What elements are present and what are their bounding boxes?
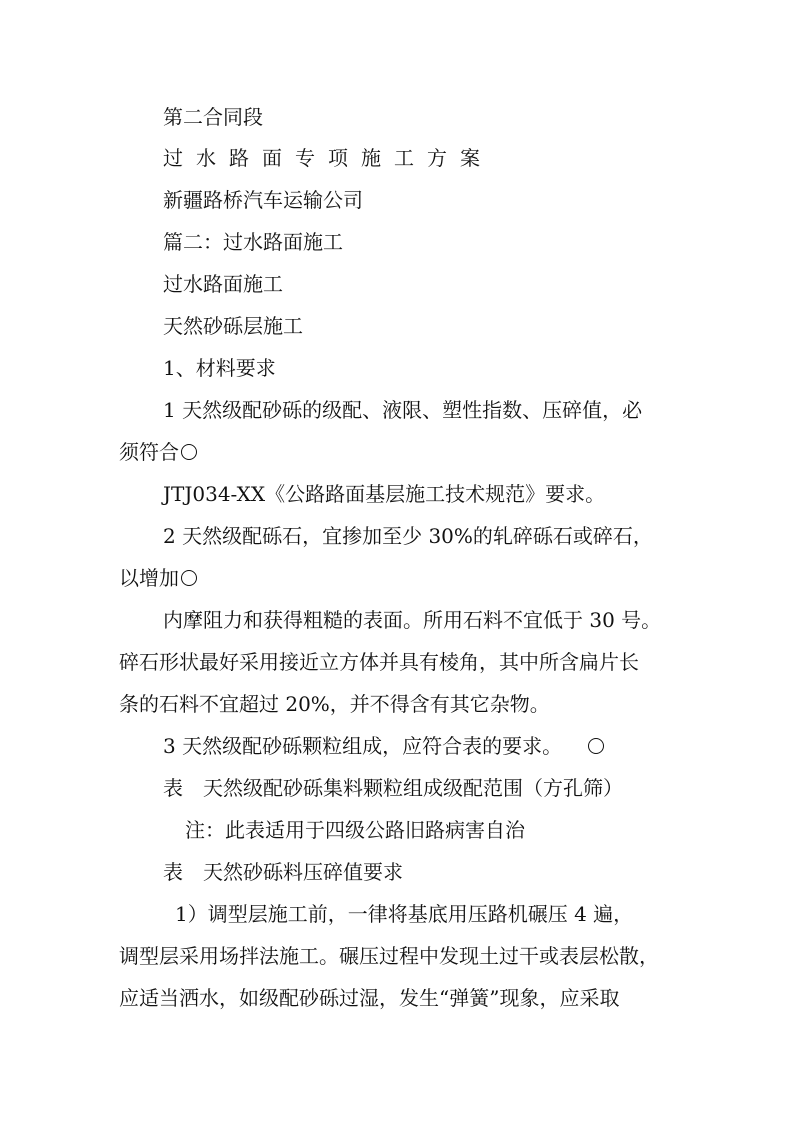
plan-title: 过水路面专项施工方案 bbox=[163, 146, 493, 170]
paragraph-2-line-2 bbox=[119, 564, 197, 592]
paragraph-1-line-2 bbox=[119, 438, 197, 466]
paragraph-2-line-3: 内摩阻力和获得粗糙的表面。所用石料不宜低于 30 号。 bbox=[163, 608, 662, 632]
company-name: 新疆路桥汽车运输公司 bbox=[163, 188, 363, 212]
chapter-heading: 篇二：过水路面施工 bbox=[163, 230, 343, 254]
paragraph-2-line-4: 碎石形状最好采用接近立方体并具有棱角，其中所含扁片长 bbox=[119, 650, 639, 674]
paragraph-1-line-2-text: 须符合 bbox=[119, 440, 179, 464]
subsection-heading: 天然砂砾层施工 bbox=[163, 314, 303, 338]
circle-mark-icon bbox=[588, 738, 604, 754]
table-caption-2: 表 天然砂砾料压碎值要求 bbox=[163, 860, 403, 884]
paragraph-4-line-1: 1）调型层施工前，一律将基底用压路机碾压 4 遍， bbox=[175, 902, 634, 926]
section-heading: 过水路面施工 bbox=[163, 272, 283, 296]
material-requirements-heading: 1、材料要求 bbox=[163, 356, 276, 380]
table-note: 注：此表适用于四级公路旧路病害自治 bbox=[185, 818, 525, 842]
paragraph-4-line-2: 调型层采用场拌法施工。碾压过程中发现土过干或表层松散， bbox=[119, 944, 659, 968]
paragraph-2-line-2-text: 以增加 bbox=[119, 566, 179, 590]
paragraph-3 bbox=[163, 732, 604, 760]
paragraph-4-line-3: 应适当洒水，如级配砂砾过湿，发生“弹簧”现象，应采取 bbox=[119, 986, 620, 1010]
contract-section: 第二合同段 bbox=[163, 105, 263, 129]
paragraph-2-line-5: 条的石料不宜超过 20%，并不得含有其它杂物。 bbox=[119, 692, 550, 716]
circle-mark-icon bbox=[181, 570, 197, 586]
paragraph-1-line-1: 1 天然级配砂砾的级配、液限、塑性指数、压碎值，必 bbox=[163, 398, 643, 422]
circle-mark-icon bbox=[181, 444, 197, 460]
paragraph-3-text: 3 天然级配砂砾颗粒组成，应符合表的要求。 bbox=[163, 734, 563, 758]
table-caption-1: 表 天然级配砂砾集料颗粒组成级配范围（方孔筛） bbox=[163, 776, 623, 800]
paragraph-2-line-1: 2 天然级配砾石，宜掺加至少 30%的轧碎砾石或碎石， bbox=[163, 524, 653, 548]
paragraph-1-line-3: JTJ034-XX《公路路面基层施工技术规范》要求。 bbox=[163, 482, 606, 506]
